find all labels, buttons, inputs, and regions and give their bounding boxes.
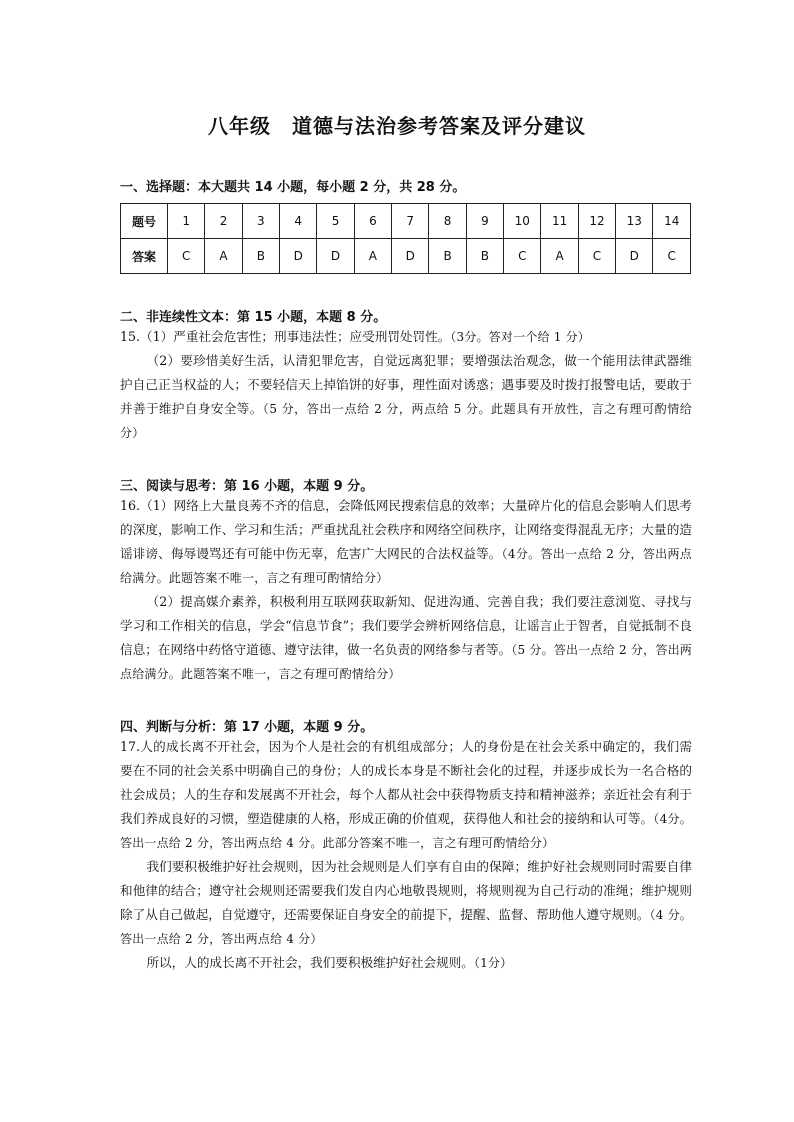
answer-text: 16.（1）网络上大量良莠不齐的信息，会降低网民搜索信息的效率；大量碎片化的信息会影响人们思考的深度，影响工作、学习和生活；严重扰乱社会秩序和网络空间秩序，让网络变得混乱无序；大量的造谣诽谤、侮辱谩骂还有可能中伤无辜，危害广大网民的合法权益等。 [120,498,692,561]
question-number-cell: 12 [578,204,615,239]
answer-paragraph [120,349,692,445]
question-16-answer [120,494,692,686]
answer-paragraph [120,855,692,951]
row-label-answer: 答案 [121,239,168,274]
question-number-cell: 5 [317,204,354,239]
answer-row [121,239,691,274]
answer-cell: C [504,239,541,274]
answer-cell: C [653,239,691,274]
answer-cell: C [578,239,615,274]
scoring-note: （5 分，答出一点给 2 分，两点给 5 分。此题具有开放性，言之有理可酌情给分） [120,402,693,440]
answer-text: （2）要珍惜美好生活，认清犯罪危害，自觉远离犯罪；要增强法治观念，做一个能用法律武器维护自己正当权益的人；不要轻信天上掉馅饼的好事，理性面对诱惑；遇事要及时拨打报警电话，要敢于并善于维护自身安全等。 [120,353,692,416]
question-number-cell: 10 [504,204,541,239]
question-number-cell: 14 [653,204,691,239]
answer-paragraph [120,951,692,975]
question-17-answer [120,735,692,975]
answer-paragraph [120,325,692,349]
question-number-cell: 1 [168,204,205,239]
question-number-cell: 8 [429,204,466,239]
question-number-cell: 7 [392,204,429,239]
answer-cell: C [168,239,205,274]
answer-cell: D [280,239,317,274]
answer-text: 我们要积极维护好社会规则，因为社会规则是人们享有自由的保障；维护好社会规则同时需要自律和他律的结合；遵守社会规则还需要我们发自内心地敬畏规则，将规则视为自己行动的准绳；维护规则除了从自己做起，自觉遵守，还需要保证自身安全的前提下，提醒、监督、帮助他人遵守规则。 [120,859,692,922]
question-15-answer [120,325,692,445]
answer-text: 17.人的成长离不开社会，因为个人是社会的有机组成部分；人的身份是在社会关系中确定的，我们需要在不同的社会关系中明确自己的身份；人的成长本身是不断社会化的过程，并逐步成长为一名合格的社会成员；人的生存和发展离不开社会，每个人都从社会中获得物质支持和精神滋养；亲近社会有利于我们养成良好的习惯，塑造健康的人格，形成正确的价值观，获得他人和社会的接纳和认可等。 [120,739,692,826]
scoring-note: （4 分。答出一点给 2 分，答出两点给 4 分） [120,908,693,946]
answer-cell: B [466,239,503,274]
question-number-cell: 11 [541,204,578,239]
question-number-cell: 2 [205,204,242,239]
answer-text: 15.（1）严重社会危害性；刑事违法性；应受刑罚处罚性。 [120,329,451,344]
answer-paragraph [120,494,692,590]
page-title: 八年级 道德与法治参考答案及评分建议 [208,114,586,138]
answer-cell: D [392,239,429,274]
section-3-heading: 三、阅读与思考：第 16 小题，本题 9 分。 [120,479,374,494]
scoring-note: （5 分。答出一点给 2 分，答出两点给满分。此题答案不唯一，言之有理可酌情给分） [120,643,692,681]
question-number-cell: 6 [354,204,391,239]
answer-paragraph [120,590,692,686]
answer-cell: B [429,239,466,274]
answer-cell: A [354,239,391,274]
answer-paragraph [120,735,692,855]
answer-cell: A [205,239,242,274]
section-2-heading: 二、非连续性文本：第 15 小题，本题 8 分。 [120,310,387,325]
answer-key-table [120,203,691,274]
answer-cell: D [317,239,354,274]
question-number-cell: 13 [616,204,653,239]
question-number-cell: 4 [280,204,317,239]
section-1-heading: 一、选择题：本大题共 14 小题，每小题 2 分，共 28 分。 [120,180,466,195]
scoring-note: （4分。答出一点给 2 分，答出两点给 4 分。此部分答案不唯一，言之有理可酌情给分） [120,812,693,850]
answer-cell: B [242,239,279,274]
answer-text: （2）提高媒介素养，积极利用互联网获取新知、促进沟通、完善自我；我们要注意浏览、寻找与学习和工作相关的信息，学会“信息节食”；我们要学会辨析网络信息，让谣言止于智者，自觉抵制不良信息；在网络中药恪守道德、遵守法律，做一名负责的网络参与者等。 [120,594,692,657]
section-4-heading: 四、判断与分析：第 17 小题，本题 9 分。 [120,720,374,735]
question-number-row [121,204,691,239]
scoring-note: （4分。答出一点给 2 分，答出两点给满分。此题答案不唯一，言之有理可酌情给分） [120,547,693,585]
question-number-cell: 3 [242,204,279,239]
scoring-note: （3分。答对一个给 1 分） [450,330,590,344]
answer-cell: D [616,239,653,274]
scoring-note: （1分） [473,956,513,970]
row-label-number: 题号 [121,204,168,239]
answer-cell: A [541,239,578,274]
question-number-cell: 9 [466,204,503,239]
answer-text: 所以，人的成长离不开社会，我们要积极维护好社会规则。 [146,955,474,970]
